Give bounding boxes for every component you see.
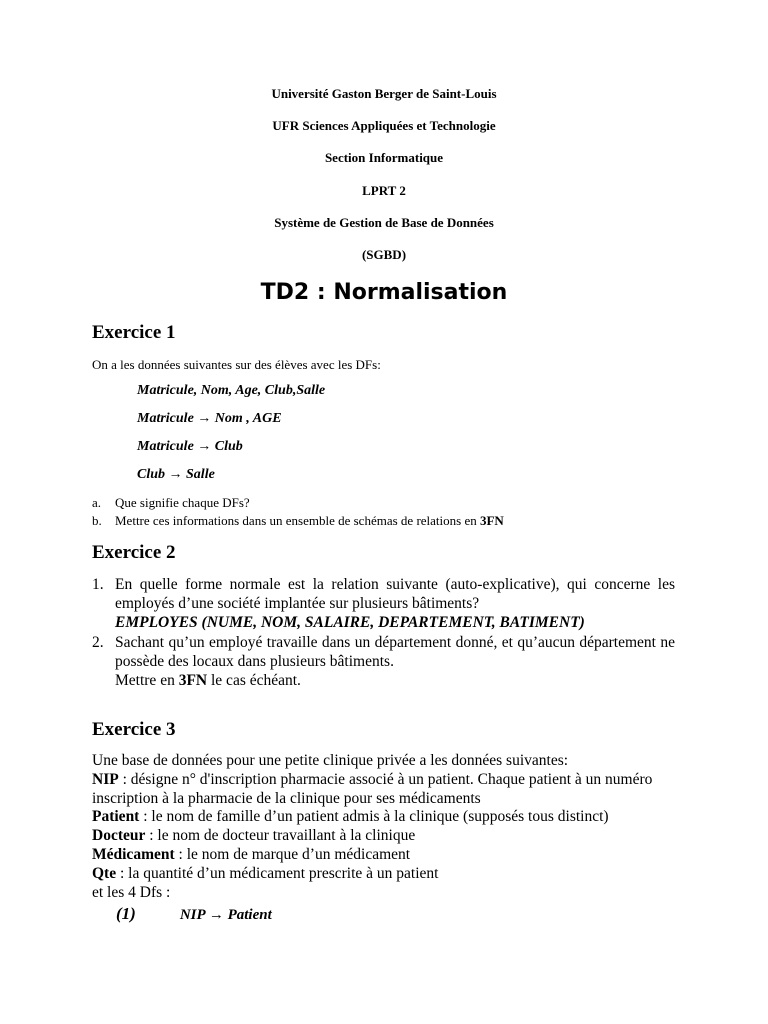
question-text: Sachant qu’un employé travaille dans un département donné, et qu’aucun département ne possède des locaux dans plusieurs bâtiments.: [115, 634, 675, 670]
ex2-question-1: [92, 575, 675, 632]
ex1-df-3: Club → Salle: [137, 467, 215, 482]
question-text: Mettre en: [115, 672, 179, 689]
term-definition: : la quantité d’un médicament prescrite à un patient: [116, 864, 439, 882]
ex1-df-1: Matricule → Nom , AGE: [137, 411, 282, 426]
ex3-intro: Une base de données pour une petite clinique privée a les données suivantes:: [92, 752, 569, 769]
ex1-df-2: Matricule → Club: [137, 439, 243, 454]
course-name: Système de Gestion de Base de Données: [274, 215, 494, 230]
question-text: Que signifie chaque DFs?: [115, 495, 250, 510]
university-name: Université Gaston Berger de Saint-Louis: [271, 86, 497, 101]
ex1-attributes: Matricule, Nom, Age, Club,Salle: [137, 383, 326, 398]
list-marker: b.: [92, 513, 102, 528]
list-marker: 2.: [92, 634, 104, 651]
question-bold: 3FN: [178, 672, 208, 689]
ex3-heading: Exercice 3: [92, 719, 176, 740]
term-definition: : le nom de docteur travaillant à la clinique: [145, 827, 416, 845]
relation-schema: EMPLOYES (NUME, NOM, SALAIRE, DEPARTEMENT, BATIMENT): [115, 614, 585, 631]
term-label: Qte: [92, 864, 117, 882]
ex3-dfs-intro: et les 4 Dfs :: [92, 883, 171, 901]
df-number: (1): [116, 904, 136, 923]
question-text: En quelle forme normale est la relation suivante (auto-explicative), qui concerne les employés d’une société implantée sur plusieurs bâtiments?: [115, 576, 675, 612]
term-label: Patient: [92, 808, 140, 826]
ex1-intro: On a les données suivantes sur des élèves avec les DFs:: [92, 357, 381, 372]
term-label: NIP: [92, 770, 119, 788]
list-marker: 1.: [92, 576, 104, 593]
question-text: le cas échéant.: [207, 672, 301, 689]
list-marker: a.: [92, 495, 102, 510]
course-abbr: (SGBD): [361, 247, 407, 262]
term-definition: : le nom de marque d’un médicament: [174, 845, 411, 863]
section-name: Section Informatique: [324, 150, 444, 165]
ex3-body: [92, 752, 675, 902]
ex2-heading: Exercice 2: [92, 542, 176, 563]
question-bold: 3FN: [479, 513, 504, 528]
ex1-question-a: [92, 495, 250, 511]
term-definition: : le nom de famille d’un patient admis à la clinique (supposés tous distinct): [139, 808, 609, 826]
term-label: Médicament: [92, 845, 175, 863]
ex2-question-2: [92, 633, 675, 690]
ufr-name: UFR Sciences Appliquées et Technologie: [272, 118, 496, 133]
ex1-heading: Exercice 1: [92, 322, 176, 343]
df-text: NIP → Patient: [179, 907, 272, 923]
term-definition: : désigne n° d'inscription pharmacie associé à un patient. Chaque patient à un numéro inscription à la pharmacie de la clinique pour ses médicaments: [92, 770, 653, 807]
level-name: LPRT 2: [362, 183, 406, 198]
page-title: TD2 : Normalisation: [260, 280, 508, 305]
question-text: Mettre ces informations dans un ensemble de schémas de relations en: [115, 513, 480, 528]
term-label: Docteur: [92, 827, 146, 845]
ex3-df-1: [92, 904, 272, 924]
ex1-question-b: [92, 513, 504, 529]
